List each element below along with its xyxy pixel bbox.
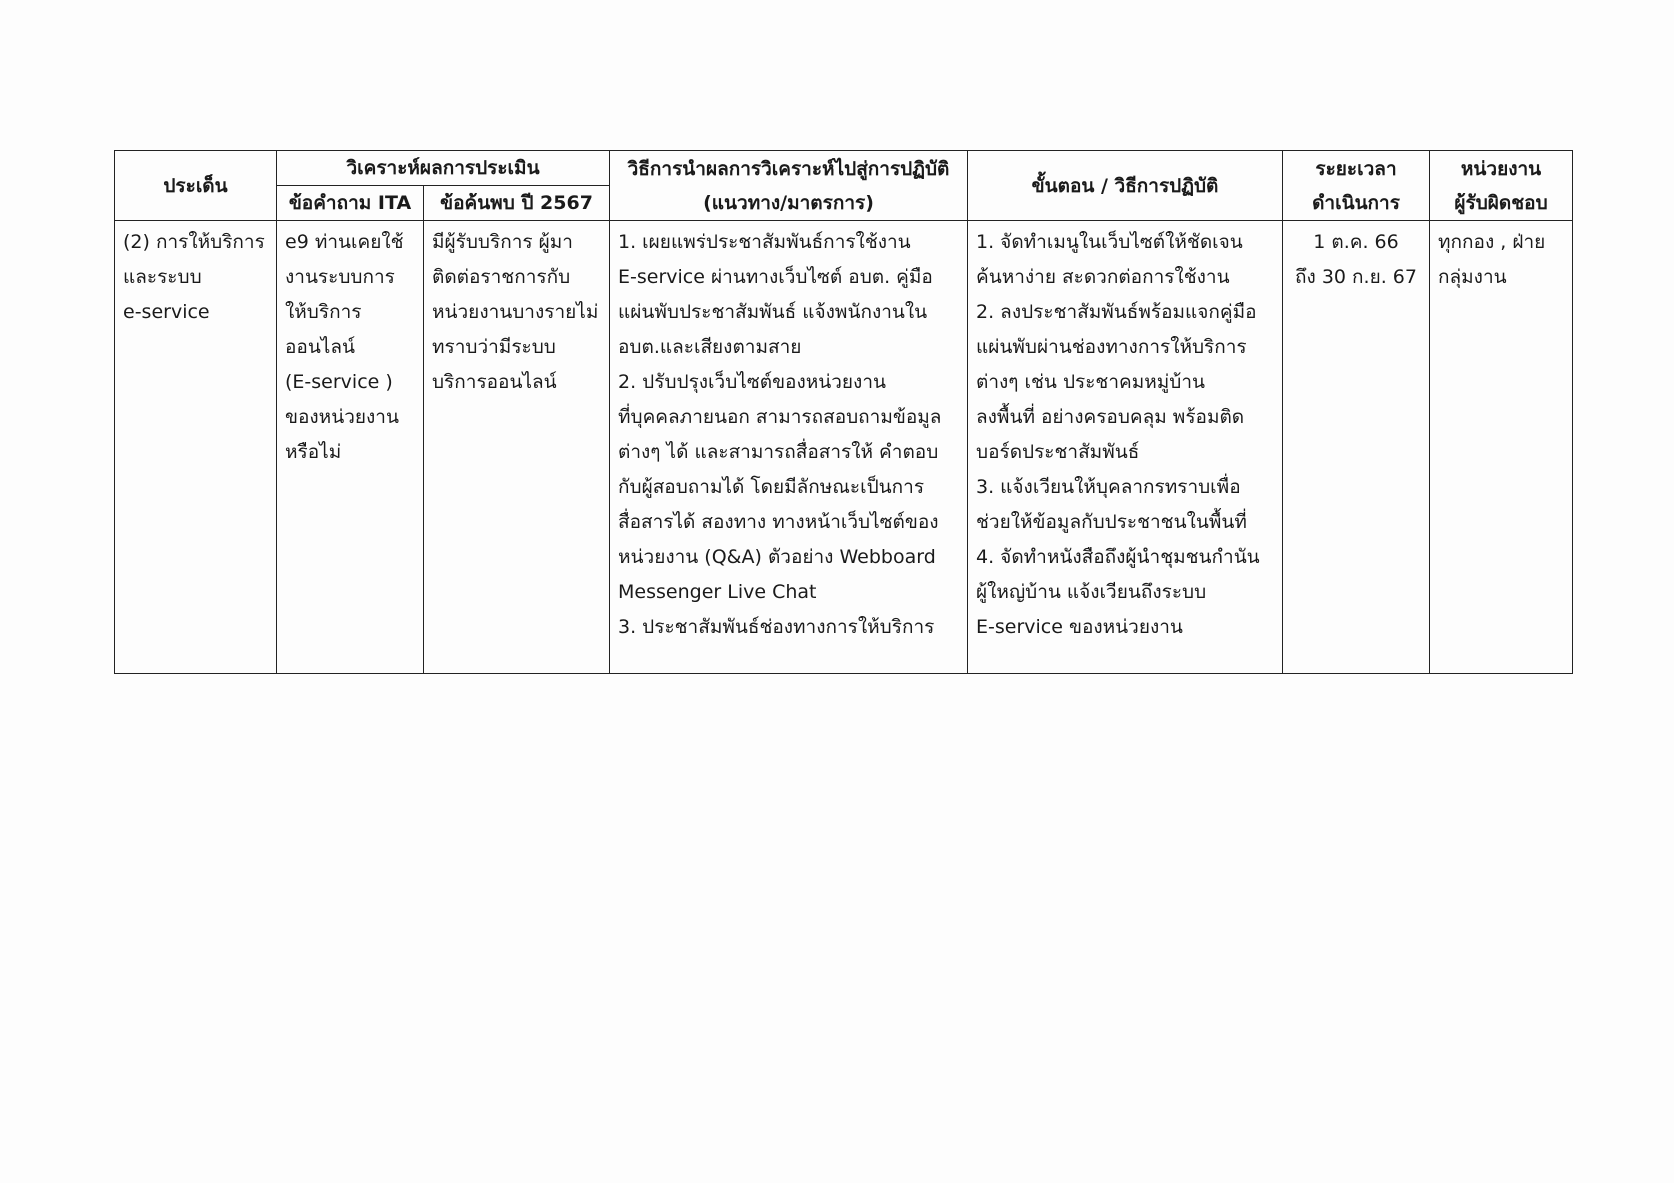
header-steps: ขั้นตอน / วิธีการปฏิบัติ [968, 151, 1283, 221]
header-row-1 [115, 151, 1573, 186]
cell-issue: (2) การให้บริการ และระบบ e-service [115, 221, 277, 674]
cell-method: 1. เผยแพร่ประชาสัมพันธ์การใช้งาน E-service ผ่านทางเว็บไซต์ อบต. คู่มือ แผ่นพับประชาสัมพันธ์ แจ้งพนักงานใน อบต.และเสียงตามสาย 2. ปรับปรุงเว็บไซต์ของหน่วยงาน ที่บุคคลภายนอก สามารถสอบถามข้อมูล ต่างๆ ได้ และสามารถสื่อสารให้ คำตอบ กับผู้สอบถามได้ โดยมีลักษณะเป็นการ สื่อสารได้ สองทาง ทางหน้าเว็บไซต์ของ หน่วยงาน (Q&A) ตัวอย่าง Webboard Messenger Live Chat 3. ประชาสัมพันธ์ช่องทางการให้บริการ [610, 221, 968, 674]
header-period-line1: ระยะเวลา [1315, 157, 1397, 180]
header-method [610, 151, 968, 221]
header-period [1283, 151, 1430, 221]
header-method-line2: (แนวทาง/มาตรการ) [703, 191, 874, 214]
cell-period: 1 ต.ค. 66 ถึง 30 ก.ย. 67 [1283, 221, 1430, 674]
action-plan-table [114, 150, 1573, 674]
header-method-line1: วิธีการนำผลการวิเคราะห์ไปสู่การปฏิบัติ [627, 157, 950, 180]
header-unit-line1: หน่วยงาน [1460, 157, 1542, 180]
header-unit-line2: ผู้รับผิดชอบ [1454, 191, 1548, 214]
header-findings: ข้อค้นพบ ปี 2567 [424, 186, 610, 221]
cell-steps: 1. จัดทำเมนูในเว็บไซต์ให้ชัดเจน ค้นหาง่าย สะดวกต่อการใช้งาน 2. ลงประชาสัมพันธ์พร้อมแจกคู่มือ แผ่นพับผ่านช่องทางการให้บริการ ต่างๆ เช่น ประชาคมหมู่บ้าน ลงพื้นที่ อย่างครอบคลุม พร้อมติด บอร์ดประชาสัมพันธ์ 3. แจ้งเวียนให้บุคลากรทราบเพื่อ ช่วยให้ข้อมูลกับประชาชนในพื้นที่ 4. จัดทำหนังสือถึงผู้นำชุมชนกำนัน ผู้ใหญ่บ้าน แจ้งเวียนถึงระบบ E-service ของหน่วยงาน [968, 221, 1283, 674]
cell-ita-question: e9 ท่านเคยใช้ งานระบบการ ให้บริการ ออนไลน์ (E-service ) ของหน่วยงาน หรือไม่ [277, 221, 424, 674]
header-period-line2: ดำเนินการ [1312, 191, 1400, 214]
cell-findings: มีผู้รับบริการ ผู้มา ติดต่อราชการกับ หน่วยงานบางรายไม่ ทราบว่ามีระบบ บริการออนไลน์ [424, 221, 610, 674]
header-analysis-group: วิเคราะห์ผลการประเมิน [277, 151, 610, 186]
table-row [115, 221, 1573, 674]
header-issue: ประเด็น [115, 151, 277, 221]
header-ita-question: ข้อคำถาม ITA [277, 186, 424, 221]
header-unit [1430, 151, 1573, 221]
cell-unit: ทุกกอง , ฝ่าย กลุ่มงาน [1430, 221, 1573, 674]
